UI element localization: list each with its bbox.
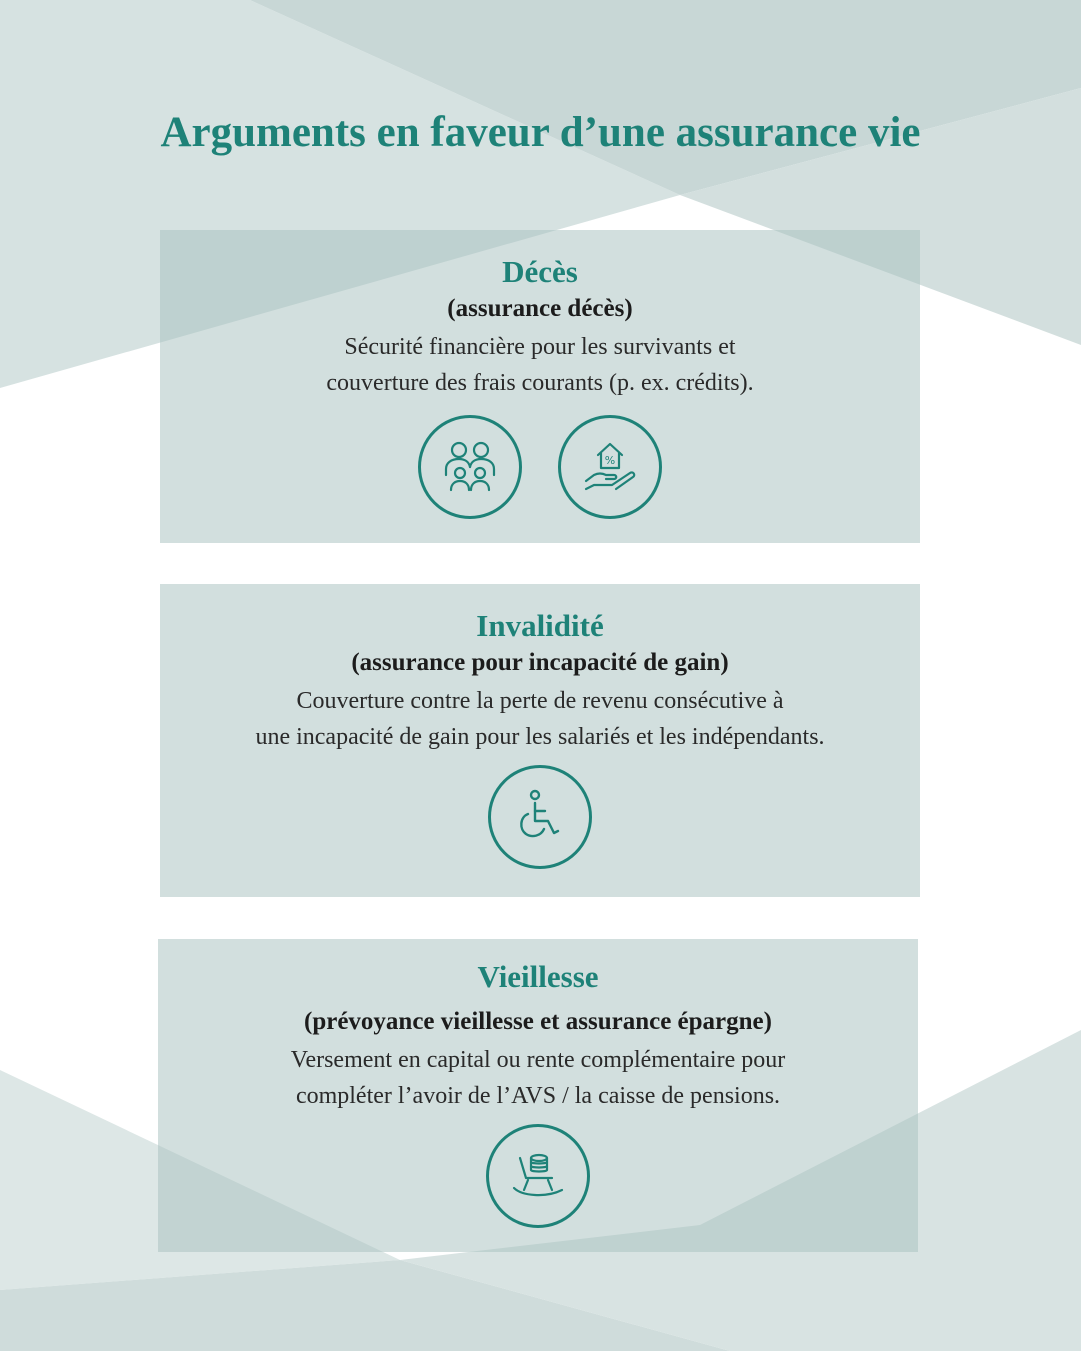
card-subheading: (assurance pour incapacité de gain) <box>351 649 729 676</box>
rocking-chair-coins-icon <box>486 1124 590 1228</box>
card-description <box>160 683 920 755</box>
card-description <box>160 329 920 401</box>
family-icon <box>418 415 522 519</box>
description-line: Couverture contre la perte de revenu consécutive à <box>296 688 784 714</box>
description-line: couverture des frais courants (p. ex. crédits). <box>326 370 754 396</box>
card-vieillesse <box>158 939 918 1252</box>
card-subheading: (assurance décès) <box>447 295 633 322</box>
card-description <box>158 1042 918 1114</box>
page-title: Arguments en faveur d’une assurance vie <box>160 109 921 156</box>
svg-text:%: % <box>604 454 616 467</box>
description-line: compléter l’avoir de l’AVS / la caisse de pensions. <box>295 1083 781 1109</box>
card-subheading: (prévoyance vieillesse et assurance épargne) <box>304 1008 772 1035</box>
description-line: Versement en capital ou rente complémentaire pour <box>290 1047 786 1073</box>
card-heading: Décès <box>502 254 578 289</box>
description-line: Sécurité financière pour les survivants et <box>344 334 736 360</box>
card-invalidite <box>160 584 920 897</box>
card-heading: Vieillesse <box>477 959 599 994</box>
card-heading: Invalidité <box>476 608 604 643</box>
house-in-hand-icon <box>558 415 662 519</box>
description-line: une incapacité de gain pour les salariés et les indépendants. <box>255 724 825 750</box>
wheelchair-icon <box>488 765 592 869</box>
card-deces <box>160 230 920 543</box>
